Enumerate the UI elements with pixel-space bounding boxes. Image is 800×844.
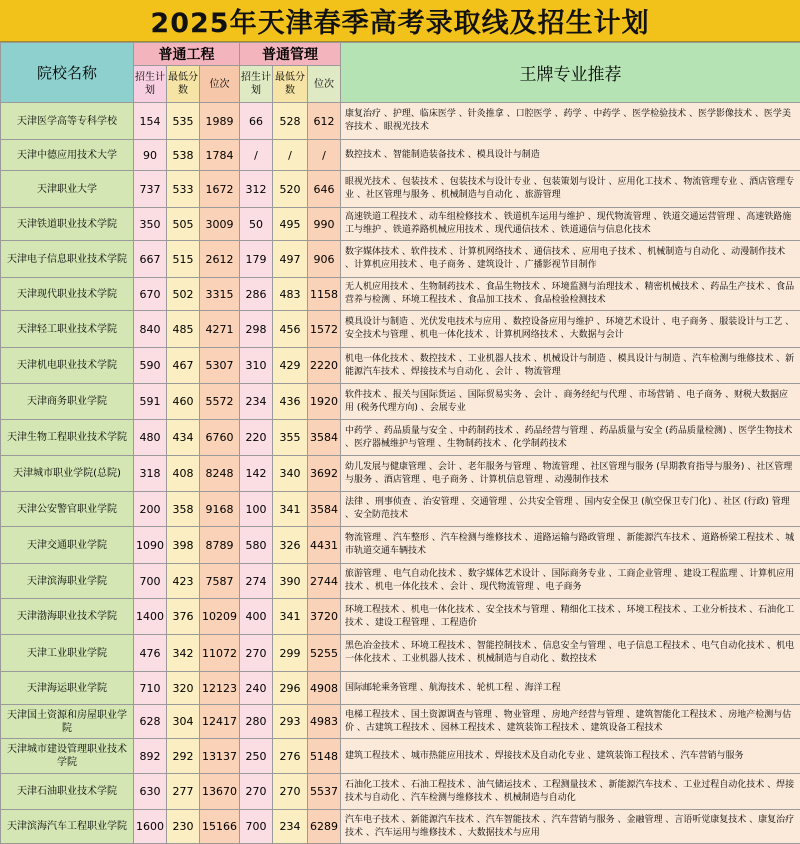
header-m-rank: 位次 xyxy=(308,66,341,103)
mgmt-min-score: 341 xyxy=(273,492,308,527)
table-row xyxy=(1,705,800,739)
eng-min-score: 505 xyxy=(167,208,200,241)
mgmt-min-score: 276 xyxy=(273,739,308,774)
page-title: 2025年天津春季高考录取线及招生计划 xyxy=(0,0,800,42)
school-name: 天津商务职业学院 xyxy=(1,384,134,420)
mgmt-rank: 4983 xyxy=(308,705,341,739)
header-management: 普通管理 xyxy=(240,43,341,66)
mgmt-plan: 274 xyxy=(240,564,273,599)
eng-plan: 670 xyxy=(134,278,167,311)
specialty-list: 环境工程技术 、机电一体化技术 、安全技术与管理 、精细化工技术 、环境工程技术 、工业分析技术 、石油化工技术 、建设工程管理 、工程造价 xyxy=(341,599,800,635)
specialty-list: 无人机应用技术 、生物制药技术 、食品生物技术 、环境监测与治理技术 、精密机械技术 、药品生产技术 、食品营养与检测 、环境工程技术 、食品加工技术 、食品检验检测技术 xyxy=(341,278,800,311)
eng-plan: 1400 xyxy=(134,599,167,635)
mgmt-plan: 270 xyxy=(240,774,273,810)
school-name: 天津机电职业技术学院 xyxy=(1,348,134,384)
mgmt-plan: 280 xyxy=(240,705,273,739)
specialty-list: 汽车电子技术 、新能源汽车技术 、汽车智能技术 、汽车营销与服务 、金融管理 、言语听觉康复技术 、康复治疗技术 、汽车运用与维修技术 、大数据技术与应用 xyxy=(341,810,800,844)
specialty-list: 软件技术 、报关与国际货运 、国际贸易实务 、会计 、商务经纪与代理 、市场营销 、电子商务 、财税大数据应用 (税务代理方向) 、会展专业 xyxy=(341,384,800,420)
mgmt-plan: 286 xyxy=(240,278,273,311)
mgmt-plan: 50 xyxy=(240,208,273,241)
mgmt-rank: 4431 xyxy=(308,527,341,564)
eng-rank: 8248 xyxy=(200,456,240,492)
school-name: 天津铁道职业技术学院 xyxy=(1,208,134,241)
eng-min-score: 376 xyxy=(167,599,200,635)
school-name: 天津生物工程职业技术学院 xyxy=(1,420,134,456)
eng-min-score: 460 xyxy=(167,384,200,420)
eng-rank: 1784 xyxy=(200,140,240,171)
table-row xyxy=(1,171,800,208)
mgmt-rank: 5537 xyxy=(308,774,341,810)
school-name: 天津交通职业学院 xyxy=(1,527,134,564)
eng-plan: 318 xyxy=(134,456,167,492)
mgmt-min-score: 340 xyxy=(273,456,308,492)
mgmt-min-score: 483 xyxy=(273,278,308,311)
mgmt-min-score: 497 xyxy=(273,241,308,278)
eng-rank: 1672 xyxy=(200,171,240,208)
mgmt-plan: / xyxy=(240,140,273,171)
eng-rank: 5572 xyxy=(200,384,240,420)
mgmt-rank: 612 xyxy=(308,103,341,140)
school-name: 天津公安警官职业学院 xyxy=(1,492,134,527)
school-name: 天津滨海职业学院 xyxy=(1,564,134,599)
mgmt-plan: 250 xyxy=(240,739,273,774)
specialty-list: 数控技术 、智能制造装备技术 、模具设计与制造 xyxy=(341,140,800,171)
eng-rank: 3009 xyxy=(200,208,240,241)
mgmt-plan: 240 xyxy=(240,672,273,705)
mgmt-rank: 3584 xyxy=(308,492,341,527)
header-e-score: 最低分数 xyxy=(167,66,200,103)
eng-plan: 1600 xyxy=(134,810,167,844)
mgmt-plan: 66 xyxy=(240,103,273,140)
header-m-score: 最低分数 xyxy=(273,66,308,103)
table-row xyxy=(1,564,800,599)
admission-table xyxy=(0,42,800,844)
eng-rank: 5307 xyxy=(200,348,240,384)
eng-rank: 3315 xyxy=(200,278,240,311)
eng-min-score: 358 xyxy=(167,492,200,527)
mgmt-rank: 5255 xyxy=(308,635,341,672)
table-row xyxy=(1,672,800,705)
eng-min-score: 277 xyxy=(167,774,200,810)
school-name: 天津城市职业学院(总院) xyxy=(1,456,134,492)
mgmt-min-score: 436 xyxy=(273,384,308,420)
eng-plan: 90 xyxy=(134,140,167,171)
eng-rank: 2612 xyxy=(200,241,240,278)
eng-rank: 7587 xyxy=(200,564,240,599)
eng-min-score: 304 xyxy=(167,705,200,739)
header-e-rank: 位次 xyxy=(200,66,240,103)
mgmt-plan: 220 xyxy=(240,420,273,456)
table-row xyxy=(1,278,800,311)
school-name: 天津工业职业学院 xyxy=(1,635,134,672)
eng-plan: 476 xyxy=(134,635,167,672)
specialty-list: 数字媒体技术 、软件技术 、计算机网络技术 、通信技术 、应用电子技术 、机械制造与自动化 、动漫制作技术 、计算机应用技术 、电子商务 、建筑设计 、广播影视节目制作 xyxy=(341,241,800,278)
eng-rank: 11072 xyxy=(200,635,240,672)
specialty-list: 石油化工技术 、石油工程技术 、油气储运技术 、工程测量技术 、新能源汽车技术 、工业过程自动化技术 、焊接技术与自动化 、汽车检测与维修技术 、机械制造与自动化 xyxy=(341,774,800,810)
eng-plan: 1090 xyxy=(134,527,167,564)
eng-min-score: 320 xyxy=(167,672,200,705)
eng-min-score: 342 xyxy=(167,635,200,672)
table-row xyxy=(1,348,800,384)
eng-rank: 12417 xyxy=(200,705,240,739)
mgmt-min-score: 293 xyxy=(273,705,308,739)
table-row xyxy=(1,384,800,420)
specialty-list: 眼视光技术 、包装技术 、包装技术与设计专业 、包装策划与设计 、应用化工技术 、物流管理专业 、酒店管理专业 、社区管理与服务 、机械制造与自动化 、旅游管理 xyxy=(341,171,800,208)
mgmt-min-score: 234 xyxy=(273,810,308,844)
eng-min-score: 533 xyxy=(167,171,200,208)
eng-min-score: 230 xyxy=(167,810,200,844)
mgmt-plan: 400 xyxy=(240,599,273,635)
header-specialty: 王牌专业推荐 xyxy=(341,43,800,103)
mgmt-rank: 646 xyxy=(308,171,341,208)
table-row xyxy=(1,208,800,241)
eng-plan: 667 xyxy=(134,241,167,278)
school-name: 天津电子信息职业技术学院 xyxy=(1,241,134,278)
mgmt-rank: 1158 xyxy=(308,278,341,311)
mgmt-plan: 700 xyxy=(240,810,273,844)
header-school: 院校名称 xyxy=(1,43,134,103)
table-row xyxy=(1,635,800,672)
mgmt-rank: 2744 xyxy=(308,564,341,599)
eng-min-score: 292 xyxy=(167,739,200,774)
eng-min-score: 538 xyxy=(167,140,200,171)
specialty-list: 物流管理 、汽车整形 、汽车检测与维修技术 、道路运输与路政管理 、新能源汽车技术 、道路桥梁工程技术 、城市轨道交通车辆技术 xyxy=(341,527,800,564)
table-row xyxy=(1,103,800,140)
eng-plan: 591 xyxy=(134,384,167,420)
mgmt-rank: 1920 xyxy=(308,384,341,420)
mgmt-min-score: 520 xyxy=(273,171,308,208)
eng-plan: 737 xyxy=(134,171,167,208)
mgmt-rank: 5148 xyxy=(308,739,341,774)
specialty-list: 机电一体化技术 、数控技术 、工业机器人技术 、机械设计与制造 、模具设计与制造 、汽车检测与维修技术 、新能源汽车技术 、焊接技术与自动化 、会计 、物流管理 xyxy=(341,348,800,384)
school-name: 天津渤海职业技术学院 xyxy=(1,599,134,635)
school-name: 天津现代职业技术学院 xyxy=(1,278,134,311)
eng-plan: 480 xyxy=(134,420,167,456)
mgmt-min-score: / xyxy=(273,140,308,171)
eng-min-score: 434 xyxy=(167,420,200,456)
mgmt-plan: 100 xyxy=(240,492,273,527)
mgmt-min-score: 429 xyxy=(273,348,308,384)
mgmt-rank: 3720 xyxy=(308,599,341,635)
eng-rank: 15166 xyxy=(200,810,240,844)
mgmt-min-score: 390 xyxy=(273,564,308,599)
table-row xyxy=(1,599,800,635)
table-row xyxy=(1,420,800,456)
mgmt-plan: 142 xyxy=(240,456,273,492)
school-name: 天津医学高等专科学校 xyxy=(1,103,134,140)
mgmt-plan: 270 xyxy=(240,635,273,672)
specialty-list: 电梯工程技术 、国土资源调查与管理 、物业管理 、房地产经营与管理 、建筑智能化工程技术 、房地产检测与估价 、古建筑工程技术 、园林工程技术 、建筑装饰工程技术 、建筑设备工程技术 xyxy=(341,705,800,739)
mgmt-plan: 234 xyxy=(240,384,273,420)
eng-rank: 8789 xyxy=(200,527,240,564)
mgmt-rank: 4908 xyxy=(308,672,341,705)
eng-plan: 710 xyxy=(134,672,167,705)
specialty-list: 建筑工程技术 、城市热能应用技术 、焊接技术及自动化专业 、建筑装饰工程技术 、汽车营销与服务 xyxy=(341,739,800,774)
header-engineering: 普通工程 xyxy=(134,43,240,66)
table-row xyxy=(1,492,800,527)
mgmt-plan: 312 xyxy=(240,171,273,208)
header-m-plan: 招生计划 xyxy=(240,66,273,103)
eng-min-score: 423 xyxy=(167,564,200,599)
mgmt-rank: 990 xyxy=(308,208,341,241)
mgmt-min-score: 299 xyxy=(273,635,308,672)
eng-plan: 700 xyxy=(134,564,167,599)
school-name: 天津石油职业技术学院 xyxy=(1,774,134,810)
mgmt-plan: 580 xyxy=(240,527,273,564)
specialty-list: 中药学 、药品质量与安全 、中药制药技术 、药品经营与管理 、药品质量与安全 (药品质量检测) 、医学生物技术 、医疗器械维护与管理 、生物制药技术 、化学制药技术 xyxy=(341,420,800,456)
specialty-list: 高速铁道工程技术 、动车组检修技术 、铁道机车运用与维护 、现代物流管理 、铁道交通运营管理 、高速铁路施工与维护 、铁道养路机械应用技术 、现代通信技术 、铁道通信与信息化技术 xyxy=(341,208,800,241)
table-row xyxy=(1,810,800,844)
specialty-list: 黑色冶金技术 、环境工程技术 、智能控制技术 、信息安全与管理 、电子信息工程技术 、电气自动化技术 、机电一体化技术 、工业机器人技术 、机械制造与自动化 、数控技术 xyxy=(341,635,800,672)
mgmt-rank: / xyxy=(308,140,341,171)
specialty-list: 法律 、刑事侦查 、治安管理 、交通管理 、公共安全管理 、国内安全保卫 (航空保卫专门化) 、社区 (行政) 管理 、安全防范技术 xyxy=(341,492,800,527)
eng-plan: 200 xyxy=(134,492,167,527)
eng-rank: 9168 xyxy=(200,492,240,527)
mgmt-rank: 6289 xyxy=(308,810,341,844)
eng-plan: 154 xyxy=(134,103,167,140)
eng-rank: 1989 xyxy=(200,103,240,140)
mgmt-rank: 906 xyxy=(308,241,341,278)
eng-plan: 840 xyxy=(134,311,167,348)
eng-rank: 10209 xyxy=(200,599,240,635)
table-row xyxy=(1,140,800,171)
eng-min-score: 398 xyxy=(167,527,200,564)
mgmt-min-score: 495 xyxy=(273,208,308,241)
school-name: 天津轻工职业技术学院 xyxy=(1,311,134,348)
mgmt-rank: 2220 xyxy=(308,348,341,384)
specialty-list: 旅游管理 、电气自动化技术 、数字媒体艺术设计 、国际商务专业 、工商企业管理 、建设工程监理 、计算机应用技术 、机电一体化技术 、会计 、现代物流管理 、电子商务 xyxy=(341,564,800,599)
mgmt-plan: 179 xyxy=(240,241,273,278)
mgmt-min-score: 341 xyxy=(273,599,308,635)
eng-min-score: 502 xyxy=(167,278,200,311)
school-name: 天津国土资源和房屋职业学院 xyxy=(1,705,134,739)
mgmt-rank: 3692 xyxy=(308,456,341,492)
header-e-plan: 招生计划 xyxy=(134,66,167,103)
eng-plan: 892 xyxy=(134,739,167,774)
eng-rank: 4271 xyxy=(200,311,240,348)
specialty-list: 模具设计与制造 、光伏发电技术与应用 、数控设备应用与维护 、环境艺术设计 、电子商务 、服装设计与工艺 、安全技术与管理 、机电一体化技术 、计算机网络技术 、大数据与会计 xyxy=(341,311,800,348)
eng-min-score: 535 xyxy=(167,103,200,140)
eng-min-score: 515 xyxy=(167,241,200,278)
eng-min-score: 467 xyxy=(167,348,200,384)
table-row xyxy=(1,311,800,348)
mgmt-rank: 3584 xyxy=(308,420,341,456)
mgmt-min-score: 270 xyxy=(273,774,308,810)
specialty-list: 国际邮轮乘务管理 、航海技术 、轮机工程 、海洋工程 xyxy=(341,672,800,705)
school-name: 天津职业大学 xyxy=(1,171,134,208)
school-name: 天津海运职业学院 xyxy=(1,672,134,705)
eng-min-score: 485 xyxy=(167,311,200,348)
eng-plan: 628 xyxy=(134,705,167,739)
mgmt-min-score: 528 xyxy=(273,103,308,140)
mgmt-min-score: 456 xyxy=(273,311,308,348)
eng-plan: 630 xyxy=(134,774,167,810)
mgmt-rank: 1572 xyxy=(308,311,341,348)
table-row xyxy=(1,774,800,810)
table-row xyxy=(1,527,800,564)
mgmt-plan: 310 xyxy=(240,348,273,384)
table-row xyxy=(1,456,800,492)
mgmt-min-score: 326 xyxy=(273,527,308,564)
specialty-list: 康复治疗 、护理、临床医学 、针灸推拿 、口腔医学 、药学 、中药学 、医学检验技术 、医学影像技术 、医学美容技术 、眼视光技术 xyxy=(341,103,800,140)
eng-rank: 13137 xyxy=(200,739,240,774)
eng-plan: 350 xyxy=(134,208,167,241)
eng-rank: 13670 xyxy=(200,774,240,810)
eng-rank: 12123 xyxy=(200,672,240,705)
eng-rank: 6760 xyxy=(200,420,240,456)
eng-plan: 590 xyxy=(134,348,167,384)
school-name: 天津城市建设管理职业技术学院 xyxy=(1,739,134,774)
mgmt-min-score: 296 xyxy=(273,672,308,705)
table-row xyxy=(1,241,800,278)
eng-min-score: 408 xyxy=(167,456,200,492)
mgmt-min-score: 355 xyxy=(273,420,308,456)
mgmt-plan: 298 xyxy=(240,311,273,348)
school-name: 天津中德应用技术大学 xyxy=(1,140,134,171)
table-row xyxy=(1,739,800,774)
specialty-list: 幼儿发展与健康管理 、会计 、老年服务与管理 、物流管理 、社区管理与服务 (早期教育指导与服务) 、社区管理与服务 、酒店管理 、电子商务 、计算机信息管理 、动漫制作技术 xyxy=(341,456,800,492)
school-name: 天津滨海汽车工程职业学院 xyxy=(1,810,134,844)
